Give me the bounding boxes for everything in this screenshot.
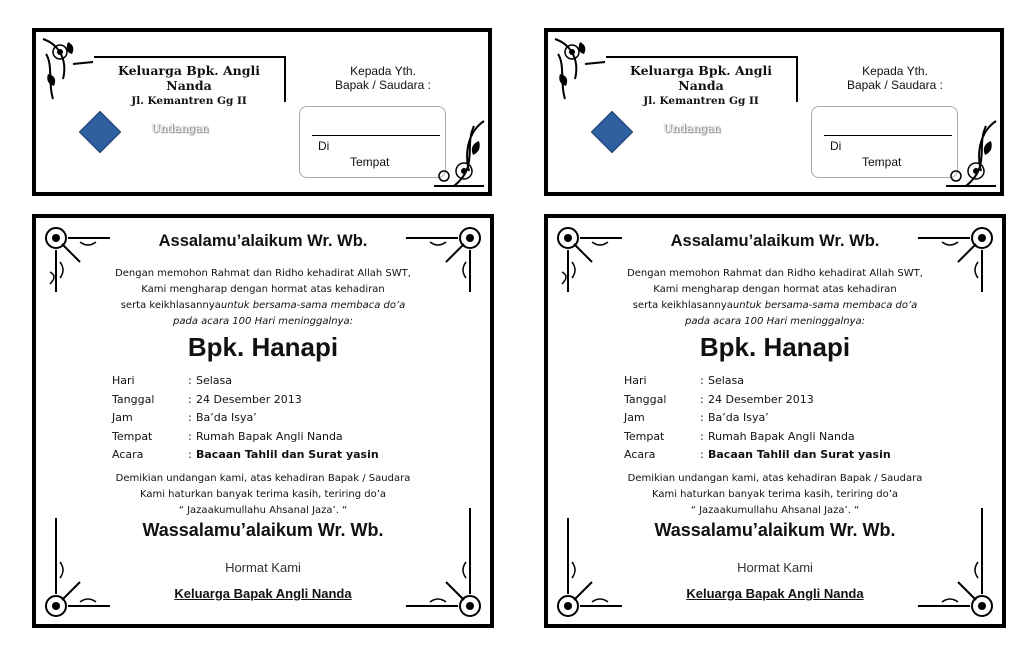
sender-name: Keluarga Bpk. Angli Nanda <box>630 63 772 93</box>
event-details <box>624 372 891 465</box>
family-signature: Keluarga Bapak Angli Nanda <box>174 586 352 601</box>
bapak-saudara-label: Bapak / Saudara : <box>334 78 432 92</box>
detail-label: Jam <box>112 411 133 424</box>
farewell-greeting: Wassalamu’alaikum Wr. Wb. <box>142 520 384 540</box>
detail-row: Acara : Bacaan Tahlil dan Surat yasin <box>112 446 379 465</box>
bapak-saudara-label: Bapak / Saudara : <box>846 78 944 92</box>
invitation-card <box>544 214 1006 628</box>
diamond-icon <box>591 111 633 153</box>
undangan-label: Undangan <box>663 122 721 135</box>
di-label: Di <box>318 139 330 153</box>
tempat-label: Tempat <box>862 155 902 169</box>
intro-text <box>548 266 1002 330</box>
detail-row: Tempat : Rumah Bapak Angli Nanda <box>624 428 891 447</box>
recipient-heading <box>298 64 468 92</box>
intro-line-part: pada acara 100 Hari meninggalnya: <box>173 316 353 327</box>
divider <box>284 56 286 102</box>
regards-label: Hormat Kami <box>225 560 301 575</box>
intro-line-part: pada acara 100 Hari meninggalnya: <box>685 316 865 327</box>
detail-row: Jam : Ba’da Isya’ <box>624 409 891 428</box>
sender-address: Jl. Kemantren Gg II <box>131 95 247 107</box>
address-line <box>824 135 952 136</box>
detail-value: Ba’da Isya’ <box>196 411 257 424</box>
detail-label: Acara <box>112 448 144 461</box>
divider <box>796 56 798 102</box>
address-line <box>312 135 440 136</box>
detail-value: Bacaan Tahlil dan Surat yasin <box>196 448 379 461</box>
kepada-label: Kepada Yth. <box>350 64 416 78</box>
closing-line: “ Jazaakumullahu Ahsanal Jaza’. “ <box>690 505 860 516</box>
closing-line: “ Jazaakumullahu Ahsanal Jaza’. “ <box>178 505 348 516</box>
family-signature: Keluarga Bapak Angli Nanda <box>686 586 864 601</box>
closing-line: Kami haturkan banyak terima kasih, teriring do’a <box>139 489 387 500</box>
intro-text <box>36 266 490 330</box>
detail-row: Hari : Selasa <box>624 372 891 391</box>
intro-line: Kami mengharap dengan hormat atas kehadiran <box>653 284 897 295</box>
closing-line: Kami haturkan banyak terima kasih, teriring do’a <box>651 489 899 500</box>
tempat-label: Tempat <box>350 155 390 169</box>
detail-value: Rumah Bapak Angli Nanda <box>708 429 855 443</box>
undangan-label: Undangan <box>151 122 209 135</box>
detail-value: Selasa <box>708 374 745 387</box>
floral-corner-icon <box>38 34 98 104</box>
deceased-name: Bpk. Hanapi <box>699 332 851 362</box>
invitation-right <box>544 0 1014 669</box>
sender-address: Jl. Kemantren Gg II <box>643 95 759 107</box>
floral-corner-icon <box>936 116 1000 192</box>
detail-row: Acara : Bacaan Tahlil dan Surat yasin <box>624 446 891 465</box>
detail-value: Ba’da Isya’ <box>708 411 769 424</box>
detail-row: Tanggal : 24 Desember 2013 <box>112 391 379 410</box>
intro-line-part: serta keikhlasannya <box>632 300 733 311</box>
detail-row: Jam : Ba’da Isya’ <box>112 409 379 428</box>
intro-line-part: serta keikhlasannya <box>120 300 221 311</box>
detail-value: Rumah Bapak Angli Nanda <box>196 429 343 443</box>
floral-corner-icon <box>424 116 488 192</box>
sender-block <box>94 56 286 107</box>
closing-line: Demikian undangan kami, atas kehadiran Bapak / Saudara <box>115 473 411 484</box>
closing-text <box>36 471 490 519</box>
detail-label: Tempat <box>624 429 665 443</box>
kepada-label: Kepada Yth. <box>862 64 928 78</box>
detail-row: Tanggal : 24 Desember 2013 <box>624 391 891 410</box>
intro-line-part: untuk bersama-sama membaca do’a <box>220 300 406 311</box>
closing-text <box>548 471 1002 519</box>
sender-name: Keluarga Bpk. Angli Nanda <box>118 63 260 93</box>
invitation-card <box>32 214 494 628</box>
detail-label: Hari <box>112 374 135 387</box>
intro-line-part: untuk bersama-sama membaca do’a <box>732 300 918 311</box>
detail-value: 24 Desember 2013 <box>708 392 814 406</box>
intro-line <box>36 298 490 314</box>
deceased-name: Bpk. Hanapi <box>187 332 339 362</box>
intro-line: Dengan memohon Rahmat dan Ridho kehadirat Allah SWT, <box>115 268 411 279</box>
detail-label: Tanggal <box>112 392 155 406</box>
detail-row: Hari : Selasa <box>112 372 379 391</box>
di-label: Di <box>830 139 842 153</box>
envelope <box>32 28 492 196</box>
greeting-title: Assalamu’alaikum Wr. Wb. <box>670 232 880 250</box>
detail-label: Tanggal <box>624 392 667 406</box>
sender-block <box>606 56 798 107</box>
event-details <box>112 372 379 465</box>
detail-label: Tempat <box>112 429 153 443</box>
intro-line <box>548 298 1002 314</box>
intro-line <box>548 314 1002 330</box>
detail-label: Jam <box>624 411 645 424</box>
floral-corner-icon <box>550 34 610 104</box>
detail-label: Acara <box>624 448 656 461</box>
detail-value: 24 Desember 2013 <box>196 392 302 406</box>
greeting-title: Assalamu’alaikum Wr. Wb. <box>158 232 368 250</box>
envelope <box>544 28 1004 196</box>
intro-line: Dengan memohon Rahmat dan Ridho kehadirat Allah SWT, <box>627 268 923 279</box>
invitation-left <box>32 0 502 669</box>
intro-line: Kami mengharap dengan hormat atas kehadiran <box>141 284 385 295</box>
detail-label: Hari <box>624 374 647 387</box>
detail-value: Selasa <box>196 374 233 387</box>
closing-line: Demikian undangan kami, atas kehadiran Bapak / Saudara <box>627 473 923 484</box>
regards-label: Hormat Kami <box>737 560 813 575</box>
diamond-icon <box>79 111 121 153</box>
detail-row: Tempat : Rumah Bapak Angli Nanda <box>112 428 379 447</box>
intro-line <box>36 314 490 330</box>
farewell-greeting: Wassalamu’alaikum Wr. Wb. <box>654 520 896 540</box>
detail-value: Bacaan Tahlil dan Surat yasin <box>708 448 891 461</box>
recipient-heading <box>810 64 980 92</box>
